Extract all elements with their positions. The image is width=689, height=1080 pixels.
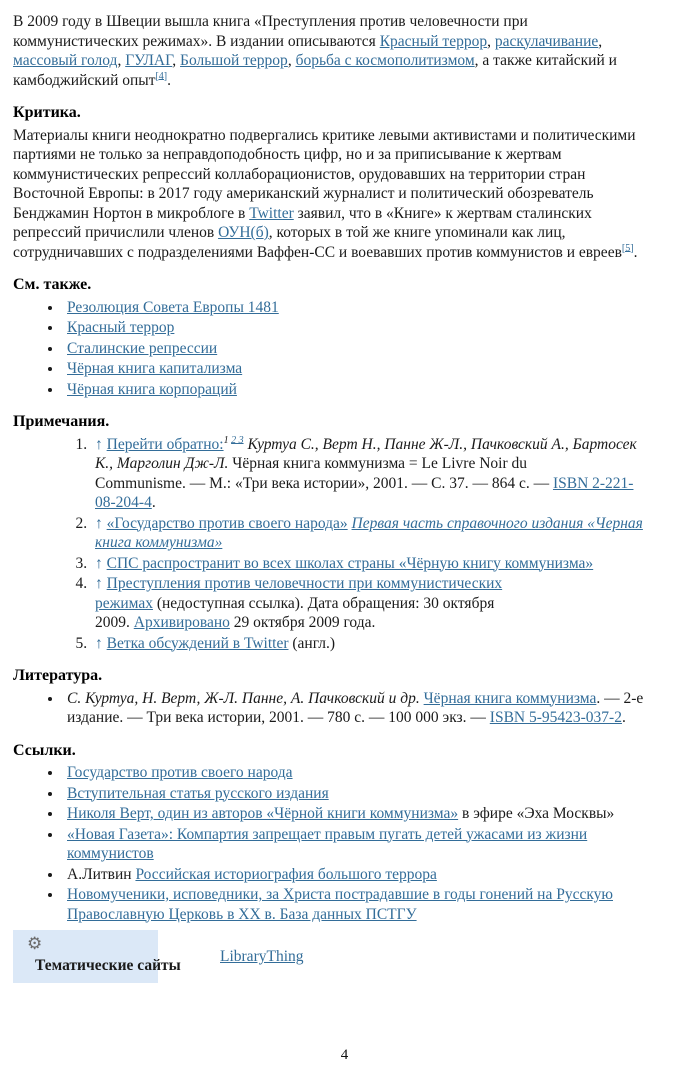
link[interactable]: Первая часть справочного издания «Черная: [351, 514, 643, 532]
link[interactable]: [4]: [155, 70, 168, 82]
link[interactable]: «Государство против своего народа»: [106, 514, 348, 532]
list-item: [63, 380, 655, 400]
text-segment: , а также китайский и камбоджийский опыт: [13, 52, 617, 89]
literature-list: [13, 689, 655, 728]
theme-sites-box: [13, 930, 181, 983]
link[interactable]: Сталинские репрессии: [67, 339, 218, 357]
text-segment: (недоступная ссылка). Дата обращения: 30 октября: [152, 594, 495, 612]
text-segment: (англ.): [288, 634, 336, 652]
notes-list: [13, 435, 655, 654]
link[interactable]: раскулачивание: [494, 32, 599, 50]
link[interactable]: Преступления против человечности при коммунистических: [106, 575, 503, 592]
text-segment: в эфире «Эха Москвы»: [458, 805, 615, 822]
link[interactable]: СПС распространит во всех школах страны «Чёрную книгу коммунизма»: [106, 554, 594, 572]
list-item: [91, 435, 655, 513]
see-also-list: [13, 298, 655, 400]
link[interactable]: Красный террор: [67, 319, 175, 336]
link[interactable]: Николя Верт, один из авторов «Чёрной книги коммунизма»: [67, 805, 459, 822]
text-segment: .: [167, 71, 172, 89]
link[interactable]: ↑: [95, 575, 107, 592]
link[interactable]: ISBN 5-95423-037-2: [489, 709, 622, 726]
section-heading-notes: Примечания.: [13, 413, 110, 430]
text-segment: А.Литвин: [67, 865, 136, 883]
list-item: [91, 554, 655, 574]
page-number: 4: [340, 1047, 349, 1063]
text-segment: 29 октября 2009 года.: [229, 614, 376, 631]
link[interactable]: [5]: [621, 242, 634, 254]
link[interactable]: массовый голод: [13, 52, 118, 69]
link[interactable]: ISBN 2-221-: [552, 474, 634, 492]
text-segment: С. Куртуа, Н. Верт, Ж-Л. Панне, А. Пачковский и др.: [67, 689, 420, 707]
list-item: [91, 634, 655, 654]
list-item: [63, 318, 655, 338]
text-segment: , которых в той же книге упоминали как лиц, сотрудничавших с подразделениями Ваффен-СС и воевавших против коммунистов и евреев: [13, 224, 622, 261]
text-segment: В 2009 году в Швеции вышла книга «Преступления против человечности при коммунистических режимах». В издании описываются: [13, 13, 528, 50]
link[interactable]: 2 3: [231, 434, 244, 446]
list-item: [63, 339, 655, 359]
link[interactable]: ↑: [95, 514, 107, 532]
text-segment: Куртуа С., Верт Н., Панне Ж-Л., Пачковский А., Бартосек: [247, 435, 637, 453]
link[interactable]: ↑: [95, 634, 107, 652]
section-heading-literature: Литература.: [13, 667, 103, 684]
gear-icon: ⚙: [27, 934, 43, 954]
link[interactable]: Чёрная книга корпораций: [67, 380, 237, 398]
list-item: [63, 885, 655, 924]
list-item: [63, 804, 655, 824]
link[interactable]: Перейти обратно:: [106, 435, 224, 453]
text-segment: .: [151, 494, 156, 511]
text-segment: 1: [223, 434, 232, 446]
text-segment: ,: [287, 52, 296, 69]
link[interactable]: ↑: [95, 435, 107, 453]
theme-sites-widget: [13, 930, 655, 983]
link[interactable]: Красный террор: [379, 32, 488, 50]
section-heading-see-also: См. также.: [13, 276, 92, 293]
list-item: [63, 298, 655, 318]
link[interactable]: Новомученики, исповедники, за Христа пострадавшие в годы гонений на Русскую Православную Церковь в XX в. База данных ПСТГУ: [67, 886, 613, 923]
link[interactable]: Государство против своего народа: [67, 764, 293, 781]
text-segment: 2009.: [95, 614, 134, 631]
link[interactable]: «Новая Газета»: Компартия запрещает правым пугать детей ужасами из жизни коммунистов: [67, 825, 588, 862]
list-item: [63, 865, 655, 885]
text-segment: ,: [117, 52, 126, 69]
link[interactable]: ОУН(б): [218, 224, 269, 241]
list-item: [91, 574, 655, 633]
text-segment: . — 2-е издание. — Три века истории, 2001. — 780 с. — 100 000 экз. —: [67, 689, 644, 726]
section-heading-links: Ссылки.: [13, 741, 76, 759]
text-segment: .: [633, 243, 638, 261]
link[interactable]: ↑: [95, 554, 107, 572]
links-list: [13, 763, 655, 924]
list-item: [63, 359, 655, 379]
list-item: [63, 825, 655, 864]
librarything-link[interactable]: LibraryThing: [220, 947, 304, 965]
link[interactable]: Российская историография большого террора: [135, 865, 437, 883]
list-item: [63, 784, 655, 804]
link[interactable]: книга коммунизма»: [95, 534, 223, 551]
intro-paragraph: [13, 12, 655, 90]
list-item: [91, 514, 655, 553]
text-segment: ,: [487, 32, 495, 50]
link[interactable]: Чёрная книга коммунизма: [423, 689, 597, 707]
link[interactable]: Вступительная статья русского издания: [67, 784, 329, 802]
text-segment: Communisme. — М.: «Три века истории», 2001. — С. 37. — 864 с. —: [95, 474, 553, 492]
text-segment: заявил, что в «Книге» к жертвам сталинских репрессий причислили членов: [13, 204, 592, 241]
link[interactable]: 08-204-4: [95, 494, 152, 511]
text-segment: ,: [598, 32, 603, 50]
text-segment: ,: [172, 52, 181, 69]
link[interactable]: Ветка обсуждений в Twitter: [106, 634, 289, 652]
link[interactable]: борьба с космополитизмом: [295, 52, 475, 69]
theme-sites-label: Тематические сайты: [35, 957, 181, 974]
critique-paragraph: [13, 126, 655, 263]
text-segment: Материалы книги неоднократно подвергались критике левыми активистами и политическими партиями не только за неправдоподобность цифр, но и за приписывание к жертвам коммунистических репрессий коллаборационистов, орудовавших на территории стран Восточной Европы: в 2017 году американский журналист и политический обозреватель Бенджамин Нортон в микроблоге в: [13, 126, 636, 222]
link[interactable]: ГУЛАГ: [125, 52, 173, 69]
list-item: [63, 763, 655, 783]
text-segment: .: [621, 709, 626, 726]
link[interactable]: Резолюция Совета Европы 1481: [67, 298, 279, 316]
text-segment: Чёрная книга коммунизма = Le Livre Noir du: [228, 455, 527, 472]
link[interactable]: Большой террор: [180, 52, 288, 69]
text-segment: К., Марголин Дж-Л.: [95, 455, 229, 472]
section-heading-critique: Критика.: [13, 104, 81, 121]
link[interactable]: режимах: [95, 594, 153, 612]
link[interactable]: Чёрная книга капитализма: [67, 360, 243, 377]
link[interactable]: Архивировано: [133, 614, 230, 631]
link[interactable]: Twitter: [249, 204, 294, 222]
list-item: [63, 689, 655, 728]
